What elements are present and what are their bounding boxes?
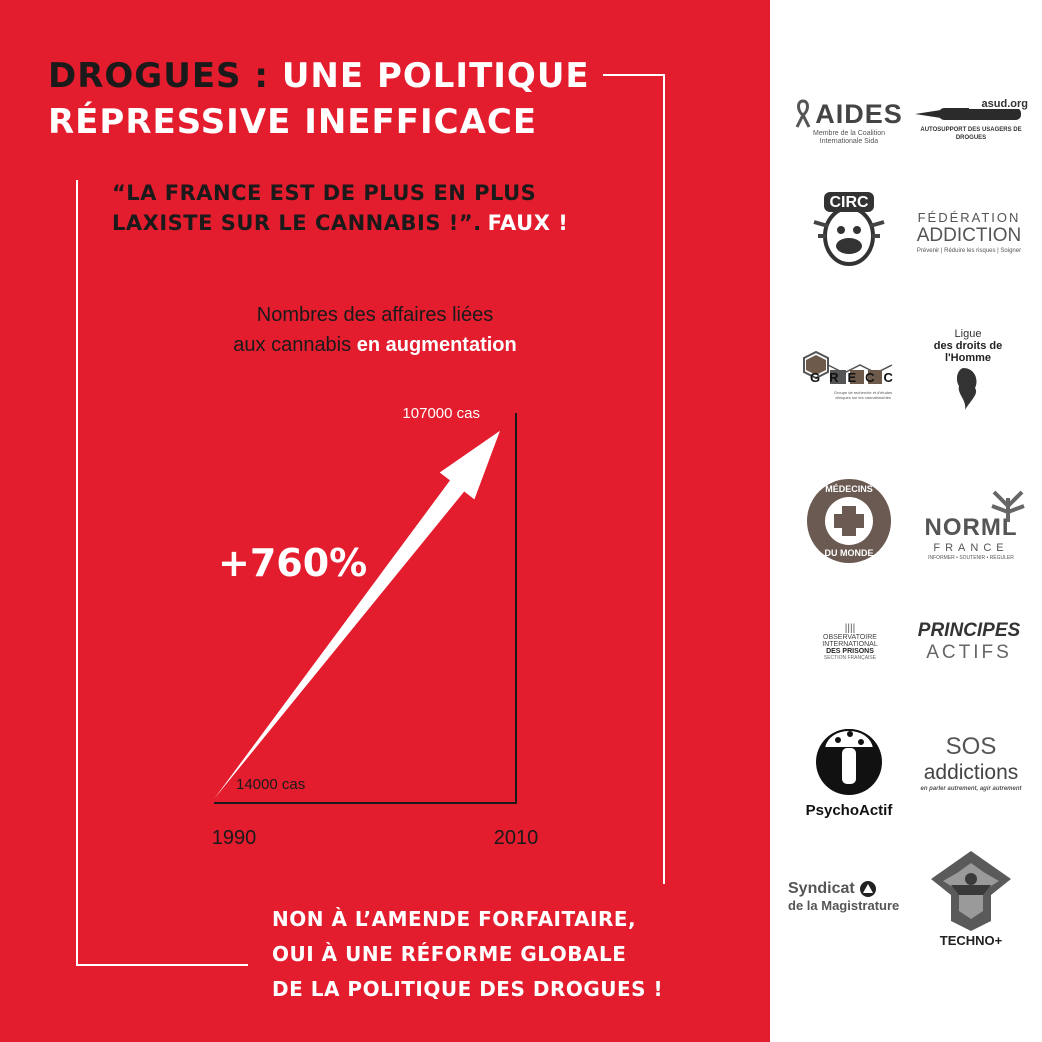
oip-line-2: DES PRISONS: [826, 648, 874, 655]
growth-annotation: +760%: [218, 541, 368, 585]
mushroom-icon: [814, 716, 884, 802]
oip-line-1: OBSERVATOIRE INTERNATIONAL: [822, 634, 878, 648]
circ-logo: [806, 186, 892, 272]
mdm-line-2: DU MONDE: [824, 548, 874, 558]
x-tick-label: 2010: [493, 827, 539, 849]
quote-line-1: “LA FRANCE EST DE PLUS EN PLUS: [112, 181, 537, 205]
asud-logo: [912, 96, 1030, 146]
chart-title-plain: aux cannabis: [233, 334, 352, 356]
slogan-line-3: DE LA POLITIQUE DES DROGUES !: [272, 977, 664, 1001]
psychoactif-name: PsychoActif: [805, 801, 893, 819]
federation-line-2: ADDICTION: [916, 224, 1022, 246]
sos-line-2: addictions: [923, 761, 1019, 784]
federation-addiction-logo: [914, 206, 1024, 258]
asud-tagline: AUTOSUPPORT DES USAGERS DE DROGUES: [920, 127, 1022, 141]
quote-verdict: FAUX !: [487, 211, 569, 235]
techno-icon: [929, 849, 1013, 933]
ldh-profile-icon: [953, 366, 983, 412]
aides-name: AIDES: [815, 98, 903, 129]
aides-logo: [794, 92, 904, 152]
slogan: [272, 902, 663, 1007]
techno-plus-logo: [926, 846, 1016, 950]
sos-addictions-logo: [912, 726, 1030, 800]
scales-icon: [859, 880, 877, 898]
ldh-logo: [920, 320, 1016, 420]
title-white-part: UNE POLITIQUE: [281, 56, 590, 96]
title-dark-part: DROGUES :: [48, 56, 269, 96]
quote-line-2-text: LAXISTE SUR LE CANNABIS !”.: [112, 211, 482, 235]
aides-tagline: Membre de la Coalition Internationale Sida: [813, 129, 885, 145]
ldh-line-3: l'Homme: [944, 352, 991, 364]
grecc-logo: [784, 340, 908, 404]
federation-tagline: Prévenir | Réduire les risques | Soigner: [916, 247, 1022, 254]
oip-logo: [798, 620, 902, 664]
principes-line-2: ACTIFS: [926, 642, 1012, 663]
techno-name: TECHNO+: [939, 932, 1003, 948]
slogan-line-1: NON À L’AMENDE FORFAITAIRE,: [272, 907, 637, 931]
chart-title-highlight: en augmentation: [356, 334, 517, 356]
psychoactif-logo: [796, 704, 902, 830]
norml-tagline: INFORMER • SOUTENIR • RÉGULER: [928, 555, 1014, 561]
norml-line-2: FRANCE: [933, 542, 1009, 554]
sos-tagline: en parler autrement, agir autrement: [920, 786, 1022, 792]
oip-line-3: SECTION FRANÇAISE: [823, 655, 877, 661]
circ-name: CIRC: [829, 194, 869, 211]
partner-logos-panel: [770, 0, 1042, 1042]
sos-line-1: SOS: [945, 733, 997, 760]
bars-icon: ||||: [844, 623, 856, 634]
medecins-du-monde-logo: [806, 478, 892, 564]
grecc-name: GRECC: [810, 370, 902, 385]
slogan-line-2: OUI À UNE RÉFORME GLOBALE: [272, 942, 627, 966]
point-label: 14000 cas: [236, 776, 306, 793]
ldh-line-1: Ligue: [954, 328, 982, 340]
page-title-line-2: RÉPRESSIVE INEFFICACE: [48, 102, 538, 142]
x-tick-label: 1990: [211, 827, 257, 849]
chart-title-line-1: Nombres des affaires liées: [256, 304, 494, 326]
leaf-icon: [988, 484, 1028, 524]
smag-line-1: Syndicat: [788, 879, 855, 897]
asud-name: asud.org: [981, 98, 1028, 110]
norml-name: NORML: [924, 514, 1018, 541]
point-label: 107000 cas: [402, 405, 480, 422]
principes-actifs-logo: [914, 618, 1024, 666]
grecc-tagline: Groupe de recherche et d'études cliniques sur les cannabinoïdes: [833, 390, 893, 400]
series-arrow: [214, 431, 500, 799]
syndicat-magistrature-logo: [788, 872, 908, 920]
principes-line-1: PRINCIPES: [917, 620, 1021, 641]
mdm-line-1: MÉDECINS: [825, 484, 873, 494]
smag-line-2: de la Magistrature: [788, 897, 900, 913]
norml-france-logo: [912, 484, 1030, 568]
federation-line-1: FÉDÉRATION: [917, 209, 1021, 225]
ribbon-icon: [795, 99, 811, 129]
ldh-line-2: des droits de: [933, 340, 1003, 352]
